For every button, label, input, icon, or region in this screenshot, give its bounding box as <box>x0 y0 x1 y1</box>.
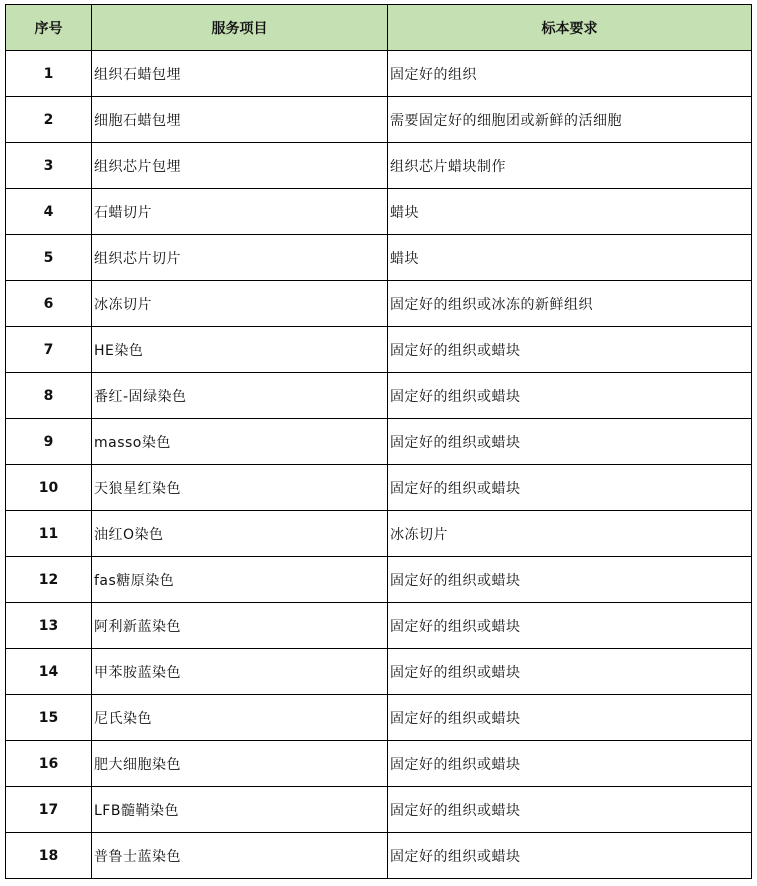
cell-requirement: 固定好的组织或蜡块 <box>388 419 752 465</box>
table-row <box>6 649 752 695</box>
cell-requirement: 固定好的组织或蜡块 <box>388 557 752 603</box>
table-row <box>6 741 752 787</box>
cell-index: 16 <box>6 741 92 787</box>
cell-service: 天狼星红染色 <box>92 465 388 511</box>
cell-index: 11 <box>6 511 92 557</box>
table-row <box>6 189 752 235</box>
table-header <box>6 5 752 51</box>
cell-service: 油红O染色 <box>92 511 388 557</box>
cell-requirement: 组织芯片蜡块制作 <box>388 143 752 189</box>
cell-requirement: 固定好的组织或蜡块 <box>388 649 752 695</box>
cell-index: 17 <box>6 787 92 833</box>
cell-requirement: 需要固定好的细胞团或新鲜的活细胞 <box>388 97 752 143</box>
table-row <box>6 557 752 603</box>
cell-service: 尼氏染色 <box>92 695 388 741</box>
cell-requirement: 固定好的组织或蜡块 <box>388 787 752 833</box>
cell-index: 2 <box>6 97 92 143</box>
cell-service: 组织芯片包埋 <box>92 143 388 189</box>
cell-index: 8 <box>6 373 92 419</box>
table-row <box>6 695 752 741</box>
service-table-container <box>5 4 751 879</box>
table-row <box>6 833 752 879</box>
table-row <box>6 373 752 419</box>
cell-index: 9 <box>6 419 92 465</box>
table-row <box>6 97 752 143</box>
cell-service: 组织芯片切片 <box>92 235 388 281</box>
cell-service: 番红-固绿染色 <box>92 373 388 419</box>
table-row <box>6 465 752 511</box>
header-index: 序号 <box>6 5 92 51</box>
header-row <box>6 5 752 51</box>
cell-index: 5 <box>6 235 92 281</box>
cell-requirement: 冰冻切片 <box>388 511 752 557</box>
table-row <box>6 419 752 465</box>
cell-index: 7 <box>6 327 92 373</box>
cell-index: 10 <box>6 465 92 511</box>
cell-service: LFB髓鞘染色 <box>92 787 388 833</box>
cell-service: 甲苯胺蓝染色 <box>92 649 388 695</box>
table-row <box>6 235 752 281</box>
table-row <box>6 51 752 97</box>
cell-requirement: 固定好的组织或蜡块 <box>388 373 752 419</box>
cell-index: 15 <box>6 695 92 741</box>
cell-service: fas糖原染色 <box>92 557 388 603</box>
cell-requirement: 固定好的组织 <box>388 51 752 97</box>
table-row <box>6 787 752 833</box>
cell-service: 冰冻切片 <box>92 281 388 327</box>
cell-index: 1 <box>6 51 92 97</box>
service-table <box>5 4 752 879</box>
cell-requirement: 固定好的组织或蜡块 <box>388 741 752 787</box>
cell-service: 石蜡切片 <box>92 189 388 235</box>
cell-requirement: 固定好的组织或蜡块 <box>388 465 752 511</box>
cell-service: 阿利新蓝染色 <box>92 603 388 649</box>
cell-index: 18 <box>6 833 92 879</box>
cell-requirement: 固定好的组织或蜡块 <box>388 695 752 741</box>
cell-requirement: 蜡块 <box>388 189 752 235</box>
cell-service: HE染色 <box>92 327 388 373</box>
cell-requirement: 固定好的组织或蜡块 <box>388 327 752 373</box>
cell-index: 3 <box>6 143 92 189</box>
cell-index: 4 <box>6 189 92 235</box>
cell-service: 组织石蜡包埋 <box>92 51 388 97</box>
table-row <box>6 511 752 557</box>
header-requirement: 标本要求 <box>388 5 752 51</box>
cell-requirement: 固定好的组织或蜡块 <box>388 603 752 649</box>
cell-index: 12 <box>6 557 92 603</box>
cell-index: 14 <box>6 649 92 695</box>
table-row <box>6 603 752 649</box>
table-row <box>6 143 752 189</box>
cell-requirement: 固定好的组织或蜡块 <box>388 833 752 879</box>
cell-requirement: 固定好的组织或冰冻的新鲜组织 <box>388 281 752 327</box>
header-service: 服务项目 <box>92 5 388 51</box>
table-row <box>6 327 752 373</box>
cell-service: 普鲁士蓝染色 <box>92 833 388 879</box>
table-row <box>6 281 752 327</box>
cell-service: 肥大细胞染色 <box>92 741 388 787</box>
cell-requirement: 蜡块 <box>388 235 752 281</box>
cell-service: masso染色 <box>92 419 388 465</box>
cell-index: 6 <box>6 281 92 327</box>
cell-service: 细胞石蜡包埋 <box>92 97 388 143</box>
table-body <box>6 51 752 879</box>
cell-index: 13 <box>6 603 92 649</box>
